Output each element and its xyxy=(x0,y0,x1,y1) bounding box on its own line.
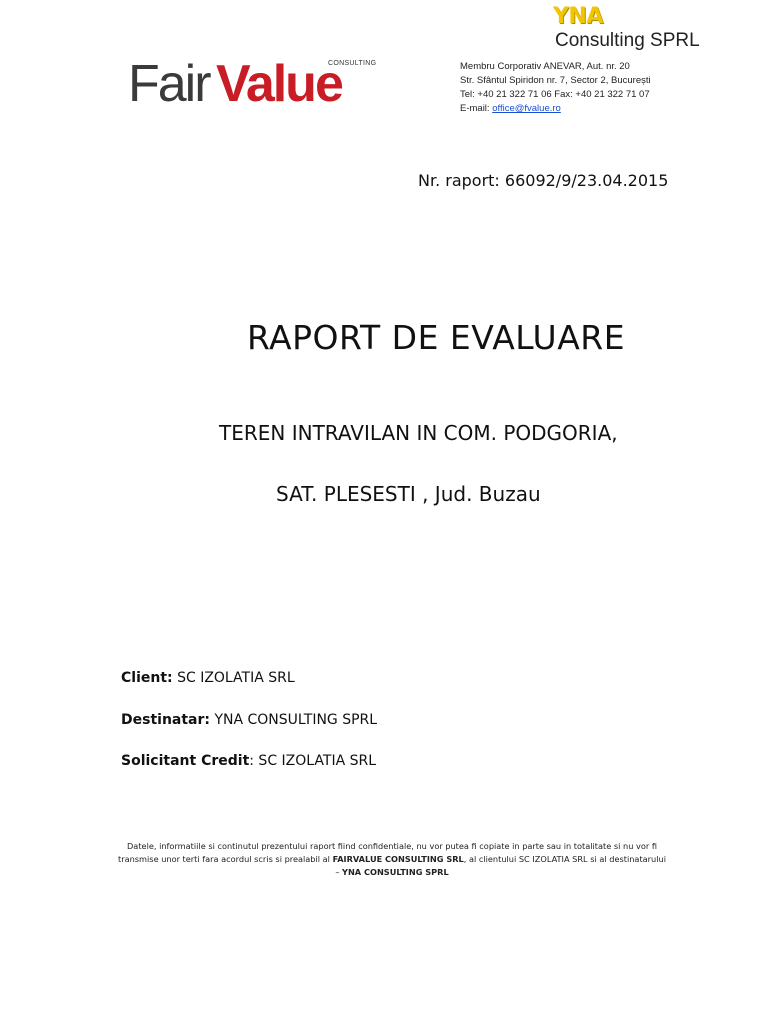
property-subtitle-line1: TEREN INTRAVILAN IN COM. PODGORIA, xyxy=(219,421,618,445)
solicitant-label: Solicitant Credit xyxy=(121,753,250,769)
company-info xyxy=(460,60,760,116)
destinatar-value: YNA CONSULTING SPRL xyxy=(210,712,378,728)
report-number: Nr. raport: 66092/9/23.04.2015 xyxy=(418,171,669,190)
fairvalue-logo-consulting: CONSULTING xyxy=(328,60,377,67)
solicitant-value: : SC IZOLATIA SRL xyxy=(249,753,377,769)
yna-consulting-logo xyxy=(553,4,753,52)
email-link[interactable]: office@fvalue.ro xyxy=(492,103,561,114)
solicitant-credit-line xyxy=(121,753,376,769)
report-title: RAPORT DE EVALUARE xyxy=(246,318,626,357)
fairvalue-logo-value: Value xyxy=(216,55,342,113)
email-label: E-mail: xyxy=(460,103,493,114)
yna-logo-mark: YNA xyxy=(553,4,603,29)
company-email-line xyxy=(460,102,760,116)
company-membership: Membru Corporativ ANEVAR, Aut. nr. 20 xyxy=(460,61,630,72)
client-value: SC IZOLATIA SRL xyxy=(172,670,295,686)
destinatar-line xyxy=(121,712,377,728)
client-label: Client: xyxy=(121,670,173,686)
company-phone-fax: Tel: +40 21 322 71 06 Fax: +40 21 322 71 07 xyxy=(460,89,650,100)
confidentiality-disclaimer xyxy=(118,840,666,879)
company-address: Str. Sfântul Spiridon nr. 7, Sector 2, București xyxy=(460,75,651,86)
fairvalue-consulting-logo xyxy=(128,55,377,113)
client-line xyxy=(121,670,295,686)
fairvalue-logo-fair: Fair xyxy=(128,55,210,113)
disclaimer-text-1: Datele, informatiile si continutul prezentului raport fiind confidentiale, nu vor putea fi copiate in parte sau in totalitate si nu vor fi transmise unor terti fara acordul scris si prealabil al xyxy=(118,841,657,864)
property-subtitle-line2: SAT. PLESESTI , Jud. Buzau xyxy=(276,482,541,506)
disclaimer-bold-yna: YNA CONSULTING SPRL xyxy=(342,867,449,877)
disclaimer-text-2: , al clientului SC IZOLATIA SRL si al destinatarului – xyxy=(335,854,666,877)
yna-logo-name: Consulting SPRL xyxy=(555,30,700,51)
disclaimer-bold-fairvalue: FAIRVALUE CONSULTING SRL xyxy=(332,854,464,864)
destinatar-label: Destinatar: xyxy=(121,712,210,728)
